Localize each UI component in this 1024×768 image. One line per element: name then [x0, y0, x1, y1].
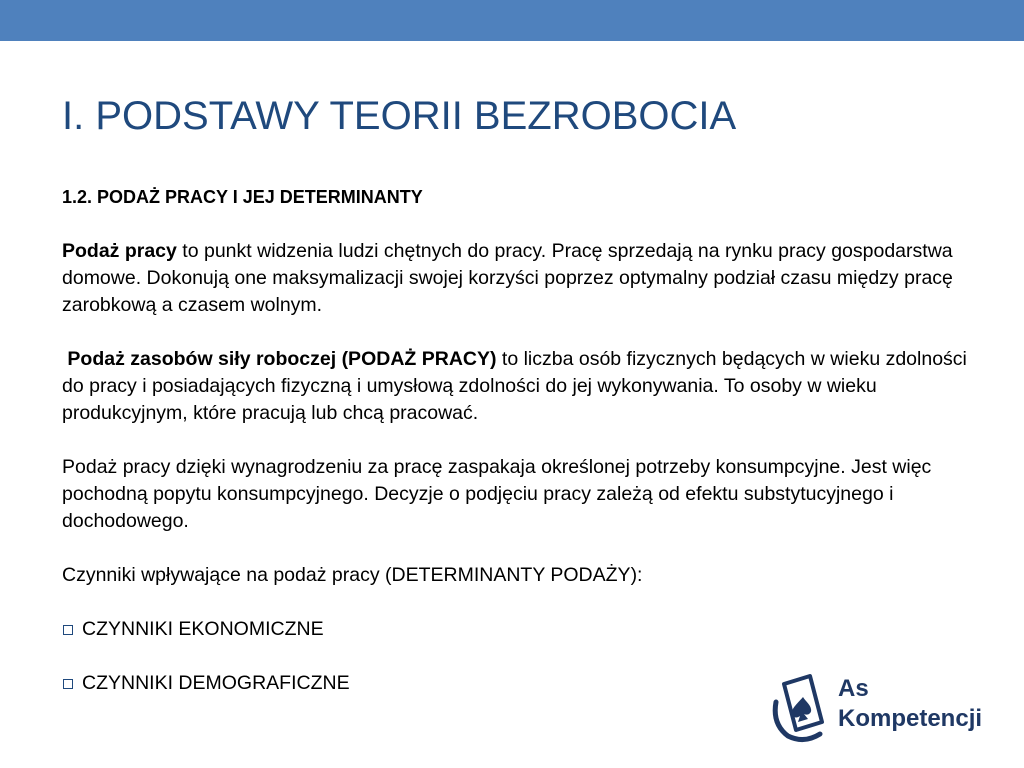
slide-content — [62, 184, 982, 697]
square-bullet-icon — [63, 679, 73, 689]
bullet-label: CZYNNIKI DEMOGRAFICZNE — [82, 672, 350, 694]
slide-title: I. PODSTAWY TEORII BEZROBOCIA — [62, 94, 737, 138]
term-labor-supply: Podaż pracy — [62, 240, 177, 262]
paragraph-workforce-supply — [62, 346, 982, 427]
paragraph-wages: Podaż pracy dzięki wynagrodzeniu za pracę zaspakaja określonej potrzeby konsumpcyjne. Jest więc pochodną popytu konsumpcyjnego. Decyzje o podjęciu pracy zależą od efektu substytucyjnego i dochodowego. — [62, 456, 932, 532]
definition-labor-supply: to punkt widzenia ludzi chętnych do pracy. Pracę sprzedają na rynku pracy gospodarstwa domowe. Dokonują one maksymalizacji swojej korzyści poprzez optymalny podział czasu między pracę zarobkową a czasem wolnym. — [62, 240, 953, 316]
logo-text-line1: As — [838, 675, 869, 702]
top-accent-bar — [0, 0, 1024, 41]
bullet-item-economic — [62, 616, 982, 643]
definition-workforce-supply: to liczba osób fizycznych będących w wieku zdolności do pracy i posiadających fizyczną i umysłową zdolności do jej wykonywania. To osoby w wieku produkcyjnym, które pracują lub chcą pracować. — [62, 348, 967, 424]
logo-text-line2: Kompetencji — [838, 705, 983, 732]
paragraph-labor-supply — [62, 238, 982, 319]
spade-card-icon — [770, 672, 832, 744]
logo-as-kompetencji — [770, 672, 1000, 744]
section-subheading: 1.2. PODAŻ PRACY I JEJ DETERMINANTY — [62, 187, 423, 207]
paragraph-factors: Czynniki wpływające na podaż pracy (DETERMINANTY PODAŻY): — [62, 564, 643, 586]
term-workforce-supply: Podaż zasobów siły roboczej (PODAŻ PRACY) — [67, 348, 497, 370]
square-bullet-icon — [63, 625, 73, 635]
bullet-label: CZYNNIKI EKONOMICZNE — [82, 618, 324, 640]
